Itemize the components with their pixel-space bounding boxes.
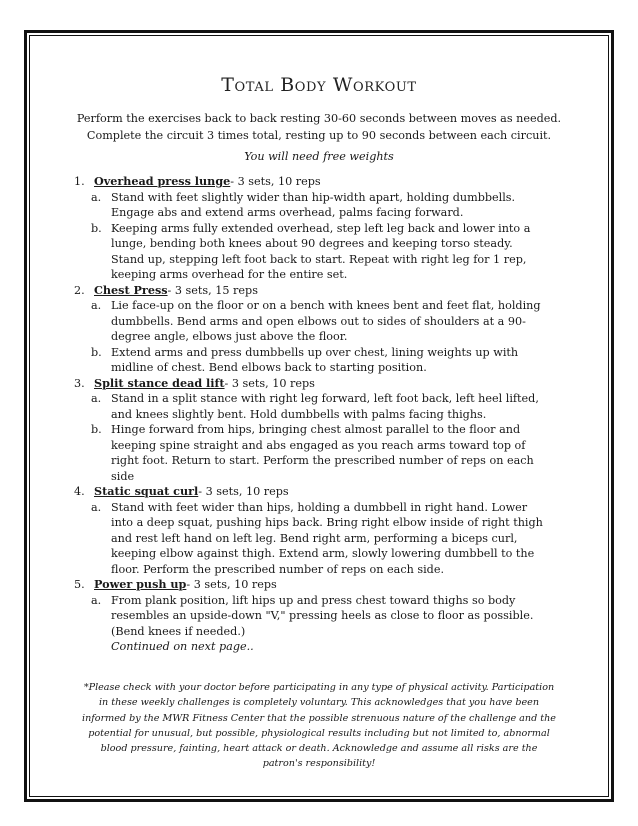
- exercise-number: 4.: [74, 485, 85, 498]
- disclaimer-line: potential for unusual, but possible, physiological results including but not limited to, abnormal: [88, 727, 550, 739]
- disclaimer-line: *Please check with your doctor before participating in any type of physical activity. Participation: [83, 682, 555, 693]
- exercise-sets: - 3 sets, 10 reps: [224, 376, 315, 390]
- disclaimer-line: in these weekly challenges is completely voluntary. This acknowledges that you have been: [98, 697, 540, 709]
- exercise-number: 1.: [74, 175, 85, 188]
- exercise-step: [74, 345, 554, 376]
- step-line: Extend arms and press dumbbells up over chest, lining weights up with: [111, 345, 519, 359]
- exercise-item: [74, 484, 554, 500]
- step-letter: a.: [91, 392, 102, 405]
- exercise-number: 3.: [74, 376, 85, 390]
- step-letter: a.: [91, 299, 102, 312]
- liability-disclaimer: [70, 680, 568, 772]
- exercise-step: [74, 593, 554, 640]
- step-letter: b.: [91, 221, 102, 235]
- step-line: Stand in a split stance with right leg forward, left foot back, left heel lifted,: [111, 392, 539, 405]
- exercise-step: [74, 391, 554, 422]
- step-line: keeping arms overhead for the entire set.: [111, 268, 348, 281]
- exercise-item: [74, 577, 554, 593]
- exercise-step: [74, 221, 554, 283]
- exercise-name: Power push up: [94, 577, 187, 591]
- exercise-step: [74, 500, 554, 578]
- step-line: Engage abs and extend arms overhead, palms facing forward.: [111, 206, 464, 219]
- disclaimer-line: blood pressure, fainting, heart attack or death. Acknowledge and assume all risks are the: [100, 743, 538, 755]
- step-line: (Bend knees if needed.): [111, 624, 246, 638]
- step-line: midline of chest. Bend elbows back to starting position.: [111, 361, 427, 374]
- exercise-sets: - 3 sets, 10 reps: [230, 175, 321, 188]
- step-line: degree angle, elbows just above the floor.: [111, 330, 348, 343]
- step-line: dumbbells. Bend arms and open elbows out to sides of shoulders at a 90-: [111, 314, 526, 328]
- exercise-step: [74, 422, 554, 484]
- exercise-step: [74, 190, 554, 221]
- intro-text: [76, 110, 562, 144]
- step-letter: a.: [91, 593, 102, 607]
- exercise-sets: - 3 sets, 15 reps: [167, 283, 258, 297]
- exercise-sets: - 3 sets, 10 reps: [198, 485, 289, 498]
- step-line: resembles an upside-down "V," pressing heels as close to floor as possible.: [111, 609, 534, 622]
- step-line: lunge, bending both knees about 90 degrees and keeping torso steady.: [111, 237, 513, 250]
- step-letter: a.: [91, 500, 102, 514]
- exercise-list: [74, 174, 554, 655]
- exercise-name: Split stance dead lift: [94, 375, 225, 390]
- exercise-name: Overhead press lunge: [94, 174, 231, 188]
- step-line: floor. Perform the prescribed number of reps on each side.: [111, 562, 445, 576]
- exercise-step: [74, 298, 554, 345]
- step-letter: b.: [91, 345, 102, 359]
- intro-line: Complete the circuit 3 times total, resting up to 90 seconds between each circuit.: [86, 129, 552, 142]
- step-line: right foot. Return to start. Perform the prescribed number of reps on each: [111, 454, 534, 467]
- equipment-note: You will need free weights: [244, 150, 394, 163]
- continued-note: Continued on next page..: [111, 640, 254, 653]
- exercise-number: 5.: [74, 578, 85, 591]
- step-line: and knees slightly bent. Hold dumbbells with palms facing thighs.: [111, 407, 487, 421]
- disclaimer-line: informed by the MWR Fitness Center that the possible strenuous nature of the challenge and the: [82, 712, 556, 724]
- step-line: keeping spine straight and abs engaged as you reach arms toward top of: [111, 438, 526, 452]
- step-letter: a.: [91, 190, 102, 204]
- step-line: Stand with feet slightly wider than hip-width apart, holding dumbbells.: [111, 190, 516, 204]
- step-line: Stand up, stepping left foot back to start. Repeat with right leg for 1 rep,: [111, 252, 527, 266]
- exercise-item: [74, 283, 554, 299]
- disclaimer-line: patron's responsibility!: [262, 758, 376, 770]
- intro-line: Perform the exercises back to back resting 30-60 seconds between moves as needed.: [76, 112, 562, 125]
- step-letter: b.: [91, 423, 102, 436]
- page-title: Total Body Workout: [221, 74, 417, 96]
- step-line: Stand with feet wider than hips, holding a dumbbell in right hand. Lower: [111, 500, 528, 514]
- exercise-item: [74, 376, 554, 392]
- step-line: and rest left hand on left leg. Bend right arm, performing a biceps curl,: [111, 531, 518, 545]
- step-line: keeping elbow against thigh. Extend arm, slowly lowering dumbbell to the: [111, 547, 535, 560]
- step-line: Keeping arms fully extended overhead, step left leg back and lower into a: [111, 221, 531, 235]
- exercise-name: Chest Press: [94, 282, 168, 297]
- exercise-item: [74, 174, 554, 190]
- step-line: Hinge forward from hips, bringing chest almost parallel to the floor and: [111, 423, 521, 436]
- exercise-sets: - 3 sets, 10 reps: [186, 578, 277, 591]
- step-line: side: [111, 469, 135, 483]
- exercise-number: 2.: [74, 283, 85, 297]
- step-line: into a deep squat, pushing hips back. Bring right elbow inside of right thigh: [111, 516, 543, 529]
- exercise-name: Static squat curl: [94, 484, 199, 498]
- step-line: From plank position, lift hips up and press chest toward thighs so body: [111, 593, 516, 607]
- step-line: Lie face-up on the floor or on a bench with knees bent and feet flat, holding: [111, 299, 541, 312]
